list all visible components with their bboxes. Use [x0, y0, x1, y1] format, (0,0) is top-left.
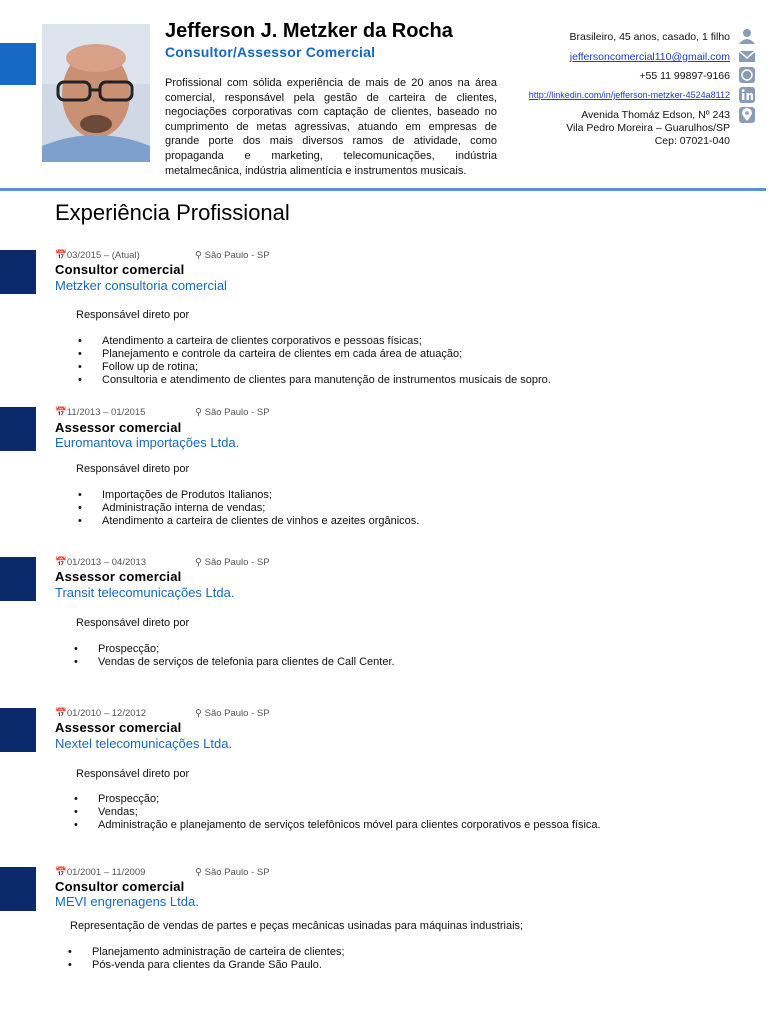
location-pin-icon: ⚲: [195, 708, 205, 719]
list-item: • Consultoria e atendimento de clientes para manutenção de instrumentos musicais de sopro.: [76, 374, 551, 387]
list-item: • Prospecção;: [72, 643, 395, 656]
candidate-title: Consultor/Assessor Comercial: [165, 44, 376, 60]
candidate-name: Jefferson J. Metzker da Rocha: [165, 20, 453, 42]
header-accent-block: [0, 43, 36, 85]
experience-bullet-list: [76, 489, 419, 528]
location-icon: [738, 107, 756, 123]
header-divider: [0, 188, 766, 191]
mail-icon: [738, 48, 756, 64]
experience-role: Consultor comercial: [55, 879, 185, 894]
experience-bullet-list: [72, 793, 601, 832]
experience-accent-block: [0, 557, 36, 601]
experience-accent-block: [0, 250, 36, 294]
experience-location: São Paulo - SP: [204, 407, 270, 418]
experience-company: Nextel telecomunicações Ltda.: [55, 736, 233, 751]
experience-accent-block: [0, 867, 36, 911]
experience-meta: [55, 407, 270, 418]
phone-number: +55 11 99897-9166: [639, 70, 730, 82]
list-item: • Planejamento e controle da carteira de clientes em cada área de atuação;: [76, 348, 551, 361]
experience-bullet-list: [76, 335, 551, 387]
experience-intro: Representação de vendas de partes e peças mecânicas usinadas para máquinas industriais;: [70, 920, 524, 932]
list-item: • Administração e planejamento de serviços telefônicos móvel para clientes corporativos e pessoa física.: [72, 819, 601, 832]
address-line-3: Cep: 07021-040: [654, 135, 730, 147]
calendar-icon: 📅: [55, 407, 67, 418]
experience-role: Assessor comercial: [55, 420, 182, 435]
experience-location: São Paulo - SP: [204, 250, 270, 261]
address-line-2: Vila Pedro Moreira – Guarulhos/SP: [566, 122, 730, 134]
email-link[interactable]: jeffersoncomercial110@gmail.com: [569, 51, 730, 63]
experience-bullet-list: [66, 946, 345, 972]
calendar-icon: 📅: [55, 867, 67, 878]
calendar-icon: 📅: [55, 250, 67, 261]
experience-location-wrap: [195, 407, 270, 418]
experience-dates: 01/2001 – 11/2009: [66, 867, 146, 878]
experience-meta: [55, 557, 270, 568]
whatsapp-icon: [738, 67, 756, 83]
list-item: • Vendas de serviços de telefonia para clientes de Call Center.: [72, 656, 395, 669]
linkedin-icon: [738, 87, 756, 103]
profile-photo: [42, 24, 150, 162]
experience-location: São Paulo - SP: [204, 708, 270, 719]
experience-dates: 01/2013 – 04/2013: [66, 557, 147, 568]
list-item: • Vendas;: [72, 806, 601, 819]
experience-company: Euromantova importações Ltda.: [55, 435, 240, 450]
experience-company: Transit telecomunicações Ltda.: [55, 585, 235, 600]
experience-location: São Paulo - SP: [204, 867, 270, 878]
experience-intro: Responsável direto por: [76, 309, 190, 321]
location-pin-icon: ⚲: [195, 557, 205, 568]
experience-role: Consultor comercial: [55, 262, 185, 277]
experience-location-wrap: [195, 557, 270, 568]
list-item: • Atendimento a carteira de clientes de vinhos e azeites orgânicos.: [76, 515, 419, 528]
experience-dates: 01/2010 – 12/2012: [66, 708, 147, 719]
experience-intro: Responsável direto por: [76, 463, 190, 475]
experience-meta: [55, 867, 270, 878]
calendar-icon: 📅: [55, 557, 67, 568]
list-item: • Prospecção;: [72, 793, 601, 806]
location-pin-icon: ⚲: [195, 250, 205, 261]
list-item: • Administração interna de vendas;: [76, 502, 419, 515]
experience-bullet-list: [72, 643, 395, 669]
profile-summary: Profissional com sólida experiência de mais de 20 anos na área comercial, responsável pela gestão de carteira de clientes, negociações corporativas com captação de clientes, baseado no cumprimento de metas agressivas, atuando em empresas de grande porte dos mais diversos ramos de atividade, como propaganda e marketing, telecomunicações, indústria metalmecânica, indústria alimentícia e instrumentos musicais.: [165, 77, 497, 177]
experience-dates: 03/2015 – (Atual): [66, 250, 140, 261]
address-line-1: Avenida Thomáz Edson, Nº 243: [581, 109, 730, 121]
linkedin-link[interactable]: http://linkedin.com/in/jefferson-metzker-4524a8112: [528, 90, 730, 100]
experience-accent-block: [0, 708, 36, 752]
experience-intro: Responsável direto por: [76, 768, 190, 780]
experience-company: MEVI engrenagens Ltda.: [55, 894, 199, 909]
list-item: • Follow up de rotina;: [76, 361, 551, 374]
experience-location-wrap: [195, 250, 270, 261]
experience-role: Assessor comercial: [55, 720, 182, 735]
section-title: Experiência Profissional: [55, 200, 290, 225]
experience-meta: [55, 708, 270, 719]
calendar-icon: 📅: [55, 708, 67, 719]
personal-info: Brasileiro, 45 anos, casado, 1 filho: [569, 31, 730, 43]
list-item: • Importações de Produtos Italianos;: [76, 489, 419, 502]
experience-location-wrap: [195, 867, 270, 878]
experience-meta: [55, 250, 270, 261]
person-icon: [738, 28, 756, 44]
experience-intro: Responsável direto por: [76, 617, 190, 629]
experience-company: Metzker consultoria comercial: [55, 278, 227, 293]
experience-role: Assessor comercial: [55, 569, 182, 584]
profile-photo-illustration: [42, 24, 150, 162]
list-item: • Pós-venda para clientes da Grande São Paulo.: [66, 959, 345, 972]
list-item: • Atendimento a carteira de clientes corporativos e pessoas físicas;: [76, 335, 551, 348]
experience-location-wrap: [195, 708, 270, 719]
experience-location: São Paulo - SP: [204, 557, 270, 568]
location-pin-icon: ⚲: [195, 867, 205, 878]
location-pin-icon: ⚲: [195, 407, 205, 418]
experience-dates: 11/2013 – 01/2015: [66, 407, 146, 418]
list-item: • Planejamento administração de carteira de clientes;: [66, 946, 345, 959]
experience-accent-block: [0, 407, 36, 451]
